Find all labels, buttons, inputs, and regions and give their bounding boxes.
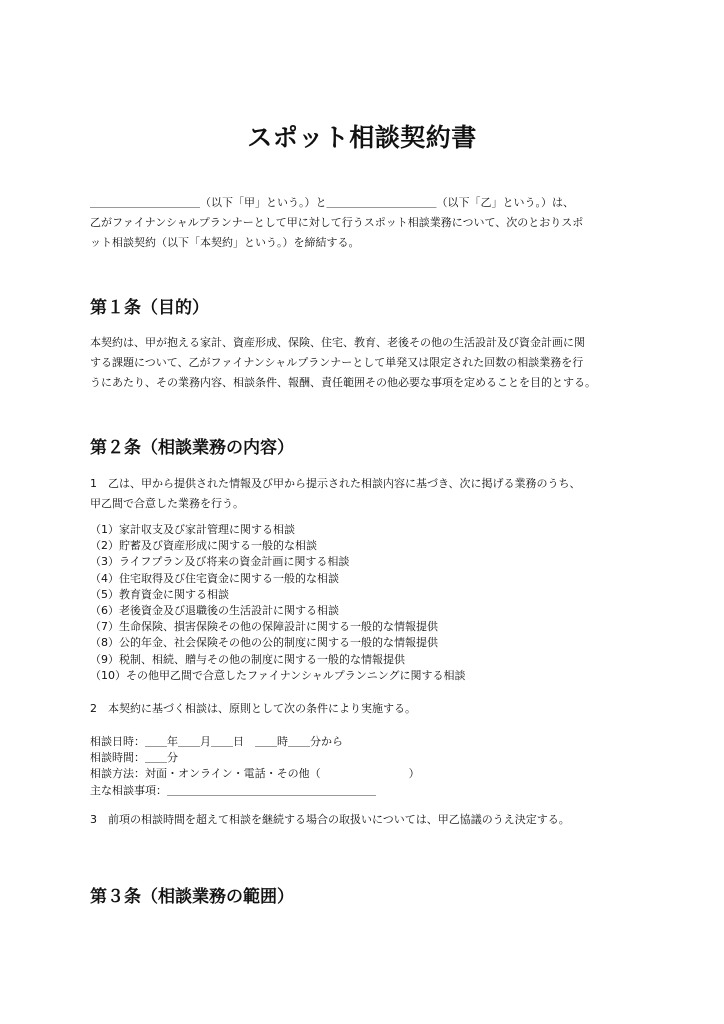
article-1-line: うにあたり、その業務内容、相談条件、報酬、責任範囲その他必要な事項を定めることを目的とする。: [90, 376, 596, 389]
article-2-para-1: [90, 474, 660, 514]
article-1-line: 本契約は、甲が抱える家計、資産形成、保険、住宅、教育、老後その他の生活設計及び資金計画に関: [90, 336, 585, 349]
condition-datetime: 相談日時：＿＿年＿＿月＿＿日 ＿＿時＿＿分から: [90, 735, 343, 748]
article-3-heading: 第３条（相談業務の範囲）: [90, 887, 294, 907]
article-1-body: [90, 333, 660, 393]
article-1-line: する課題について、乙がファイナンシャルプランナーとして単発又は限定された回数の相談業務を行: [90, 356, 584, 369]
list-item: （10）その他甲乙間で合意したファイナンシャルプランニングに関する相談: [90, 668, 466, 682]
intro-line: ット相談契約（以下「本契約」という。）を締結する。: [90, 236, 360, 249]
list-item: （8）公的年金、社会保険その他の公的制度に関する一般的な情報提供: [90, 636, 438, 650]
list-item: （1）家計収支及び家計管理に関する相談: [90, 523, 295, 536]
article-2-para-2: [90, 699, 660, 719]
list-item: （5）教育資金に関する相談: [90, 587, 229, 601]
list-item: （3）ライフプラン及び将来の資金計画に関する相談: [90, 555, 350, 569]
intro-line: 乙がファイナンシャルプランナーとして甲に対して行うスポット相談業務について、次のとおりスポ: [90, 216, 584, 229]
list-item: （2）貯蓄及び資産形成に関する一般的な相談: [90, 539, 317, 553]
list-item: （6）老後資金及び退職後の生活設計に関する相談: [90, 604, 339, 618]
document-title: スポット相談契約書: [247, 123, 477, 152]
list-item: （4）住宅取得及び住宅資金に関する一般的な相談: [90, 571, 339, 585]
article-2-heading: 第２条（相談業務の内容）: [90, 438, 294, 458]
list-item: （9）税制、相続、贈与その他の制度に関する一般的な情報提供: [90, 652, 405, 666]
article-2-para-1-line: 甲乙間で合意した業務を行う。: [90, 497, 244, 510]
condition-topics: 主な相談事項：＿＿＿＿＿＿＿＿＿＿＿＿＿＿＿＿＿＿＿: [90, 783, 376, 797]
article-2-para-1-line: 1 乙は、甲から提供された情報及び甲から提示された相談内容に基づき、次に掲げる業務のうち、: [90, 477, 581, 490]
condition-method: 相談方法：対面・オンライン・電話・その他（ ）: [90, 767, 420, 781]
article-1-heading: 第１条（目的）: [90, 298, 209, 318]
article-2-para-3-line: 3 前項の相談時間を超えて相談を継続する場合の取扱いについては、甲乙協議のうえ決定する。: [90, 813, 570, 826]
intro-paragraph: [90, 193, 650, 253]
list-item: （7）生命保険、損害保険その他の保障設計に関する一般的な情報提供: [90, 620, 438, 634]
consultation-conditions: [90, 734, 650, 799]
condition-duration: 相談時間：＿＿分: [90, 751, 178, 765]
article-2-para-2-line: 2 本契約に基づく相談は、原則として次の条件により実施する。: [90, 702, 416, 715]
intro-line: ＿＿＿＿＿＿＿＿＿＿（以下「甲」という。）と＿＿＿＿＿＿＿＿＿＿（以下「乙」という。）は、: [90, 196, 574, 209]
article-2-item-list: [90, 522, 650, 684]
article-2-para-3: [90, 810, 660, 830]
